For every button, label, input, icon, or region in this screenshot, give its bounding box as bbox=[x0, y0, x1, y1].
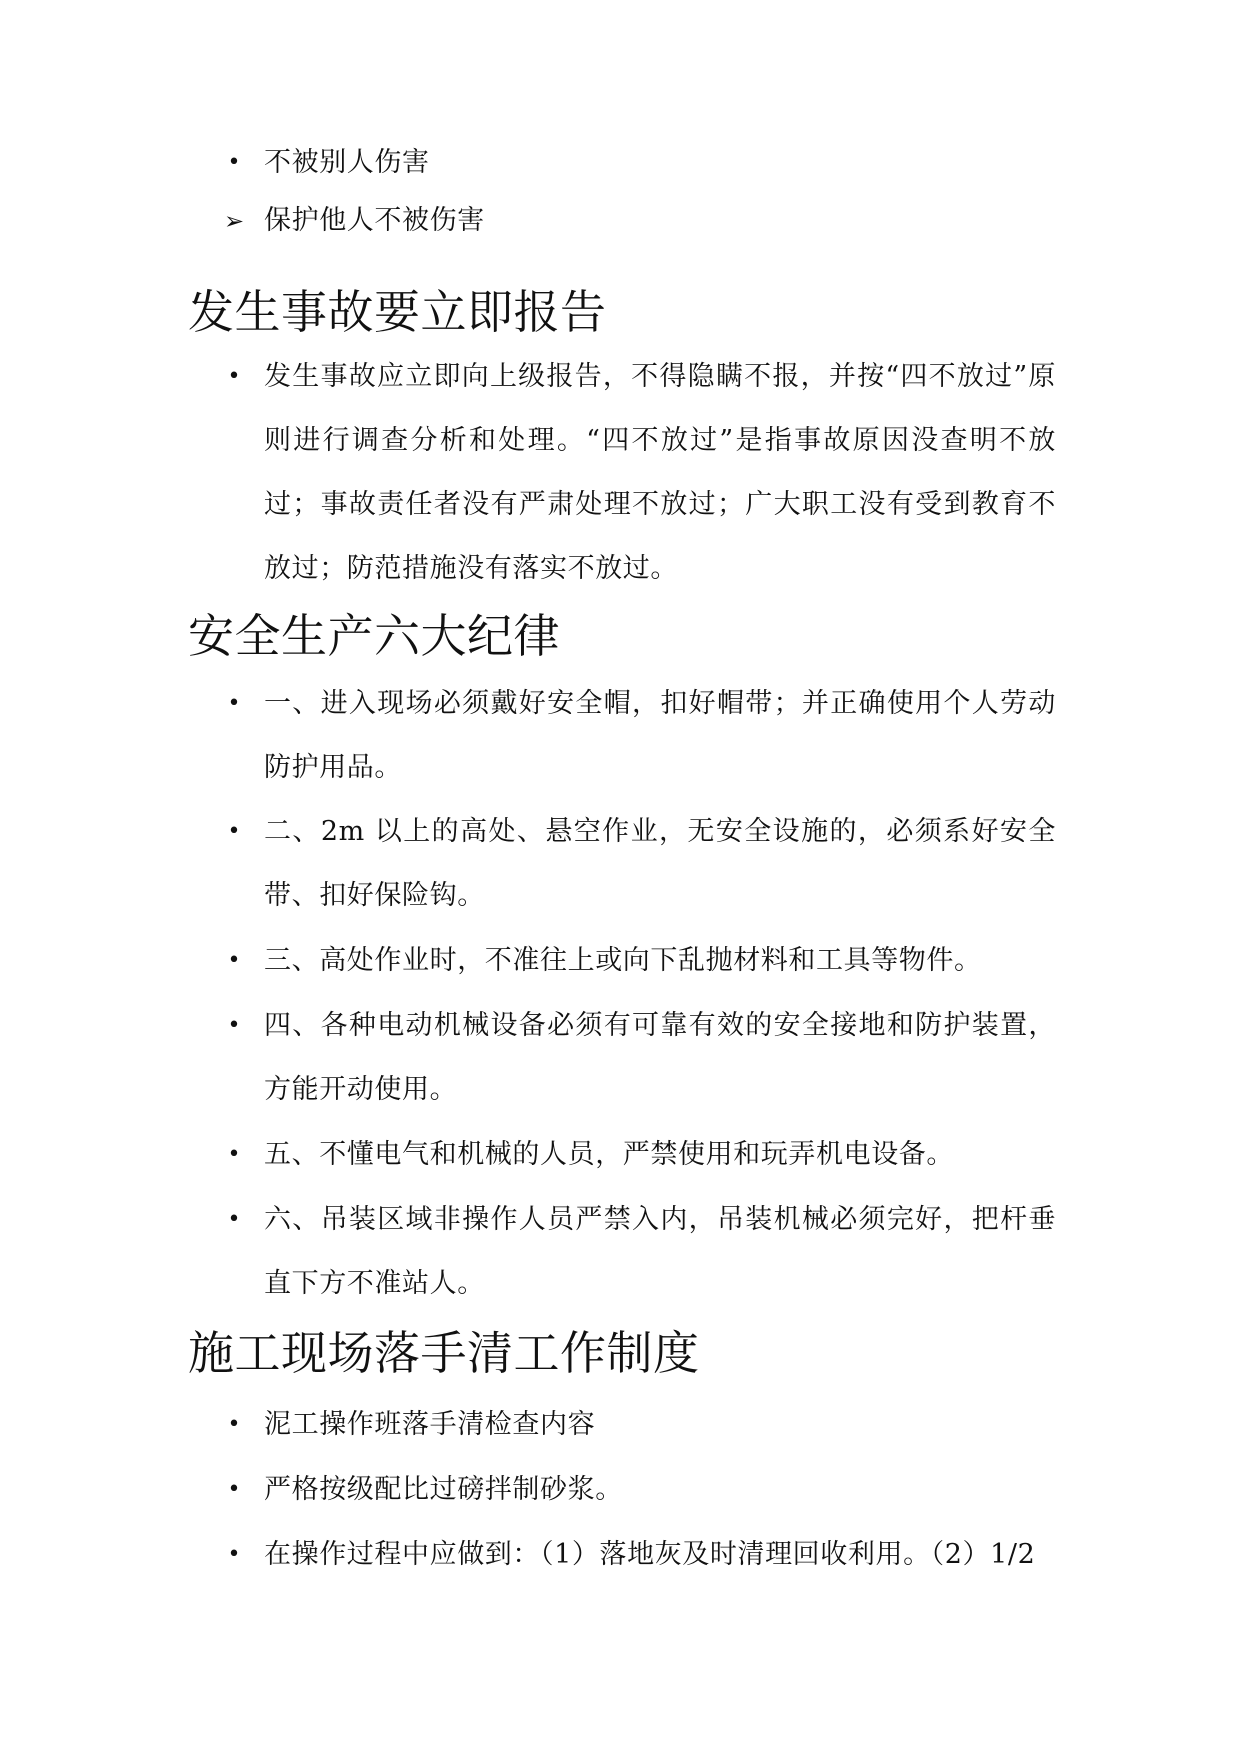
bullet-icon: • bbox=[227, 1013, 241, 1038]
bullet-icon: • bbox=[227, 150, 241, 175]
list-item-text: 发生事故应立即向上级报告，不得隐瞒不报，并按“四不放过”原则进行调查分析和处理。“四不放过”是指事故原因没查明不放过；事故责任者没有严肃处理不放过；广大职工没有受到教育不放过；防范措施没有落实不放过。 bbox=[264, 361, 1056, 584]
bullet-icon: • bbox=[227, 1542, 241, 1567]
bullet-icon: • bbox=[227, 819, 241, 844]
list-item-text: 五、不懂电气和机械的人员，严禁使用和玩弄机电设备。 bbox=[264, 1139, 954, 1170]
section-heading: 发生事故要立即报告 bbox=[188, 285, 607, 339]
section-heading: 安全生产六大纪律 bbox=[188, 609, 560, 663]
bullet-icon: • bbox=[227, 948, 241, 973]
list-item-text: 三、高处作业时，不准往上或向下乱抛材料和工具等物件。 bbox=[264, 945, 982, 976]
list-item-text: 一、进入现场必须戴好安全帽，扣好帽带；并正确使用个人劳动防护用品。 bbox=[264, 688, 1056, 783]
list-item-text: 不被别人伤害 bbox=[264, 147, 430, 178]
bullet-icon: • bbox=[227, 1142, 241, 1167]
list-item-text: 二、2m 以上的高处、悬空作业，无安全设施的，必须系好安全带、扣好保险钩。 bbox=[264, 816, 1056, 911]
bullet-icon: • bbox=[227, 691, 241, 716]
bullet-icon: • bbox=[227, 1477, 241, 1502]
list-item-text: 泥工操作班落手清检查内容 bbox=[264, 1409, 596, 1440]
section-heading: 施工现场落手清工作制度 bbox=[188, 1326, 700, 1380]
list-item-text: 严格按级配比过磅拌制砂浆。 bbox=[264, 1474, 623, 1505]
list-item-text: 四、各种电动机械设备必须有可靠有效的安全接地和防护装置，方能开动使用。 bbox=[264, 1010, 1056, 1105]
bullet-icon: • bbox=[227, 1412, 241, 1437]
bullet-icon: • bbox=[227, 1207, 241, 1232]
list-item-text: 在操作过程中应做到：（1）落地灰及时清理回收利用。（2）1/2 bbox=[264, 1539, 1036, 1570]
list-item-text: 保护他人不被伤害 bbox=[264, 205, 485, 236]
arrow-bullet-icon: ➢ bbox=[223, 207, 245, 235]
bullet-icon: • bbox=[227, 364, 241, 389]
list-item-text: 六、吊装区域非操作人员严禁入内，吊装机械必须完好，把杆垂直下方不准站人。 bbox=[264, 1204, 1056, 1299]
